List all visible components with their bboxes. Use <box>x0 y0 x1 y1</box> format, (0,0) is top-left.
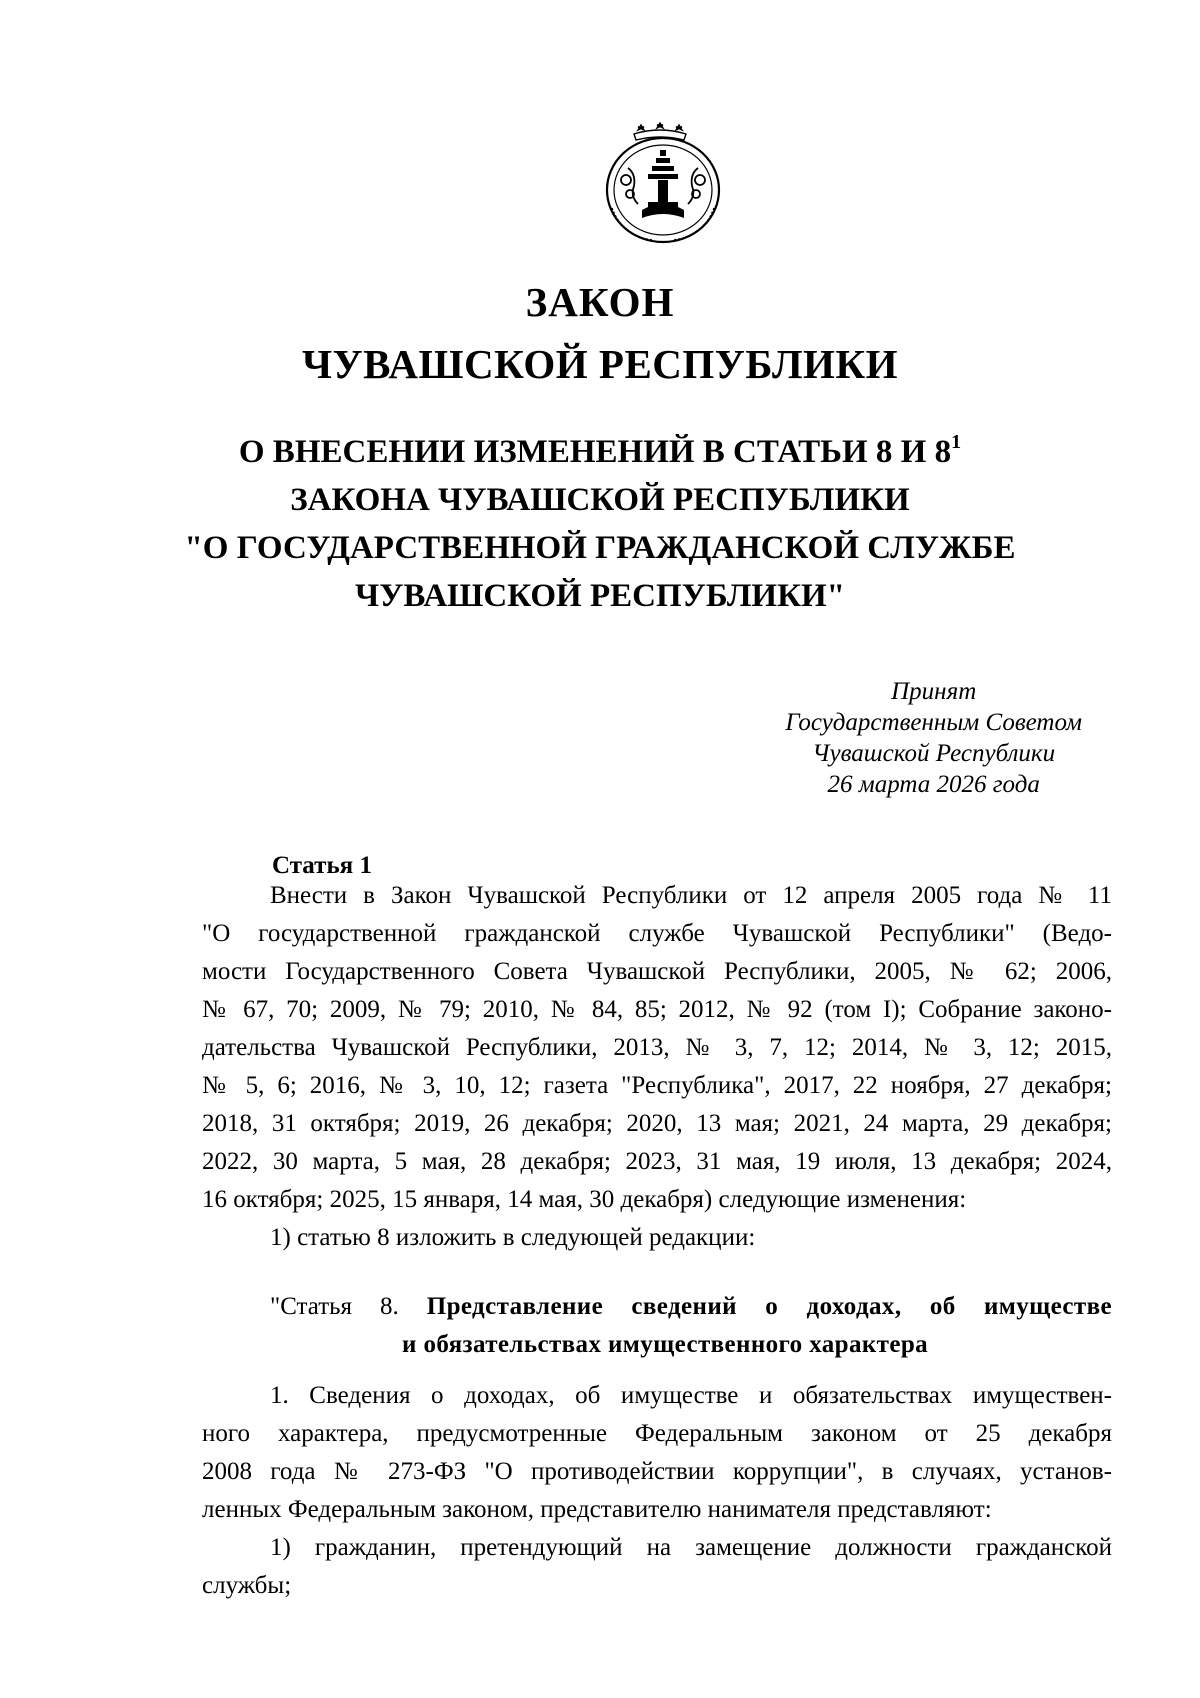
adopted-date: 26 марта 2026 года <box>827 771 1040 798</box>
text-line: службы; <box>202 1572 292 1599</box>
superscript-one: 1 <box>951 431 962 453</box>
subject-line-1: О ВНЕСЕНИИ ИЗМЕНЕНИЙ В СТАТЬИ 8 И $8^1$ <box>238 431 962 470</box>
text-line: № 5, 6; 2016, № 3, 10, 12; газета "Республика", 2017, 22 ноября, 27 декабря; <box>202 1072 1112 1099</box>
emblem-of-chuvash-republic-icon <box>598 118 728 248</box>
text-line: Внести в Закон Чувашской Республики от 12 апреля 2005 года № 11 <box>270 882 1112 909</box>
law-subject <box>0 428 1200 620</box>
list-item: 1) гражданин, претендующий на замещение должности гражданской <box>270 1534 1112 1561</box>
subject-line-3: "О ГОСУДАРСТВЕННОЙ ГРАЖДАНСКОЙ СЛУЖБЕ <box>184 530 1016 566</box>
adopted-line-2: Государственным Советом <box>785 709 1082 736</box>
article-intro <box>202 877 1112 1257</box>
text-line: 2018, 31 октября; 2019, 26 декабря; 2020, 13 мая; 2021, 24 марта, 29 декабря; <box>202 1110 1112 1137</box>
text-line: 1. Сведения о доходах, об имуществе и обязательствах имуществен- <box>270 1382 1112 1409</box>
subject-line-4: ЧУВАШСКОЙ РЕСПУБЛИКИ" <box>354 578 846 614</box>
text-line: 16 октября; 2025, 15 января, 14 мая, 30 декабря) следующие изменения: <box>202 1186 967 1213</box>
list-item: 1) статью 8 изложить в следующей редакции: <box>270 1224 756 1251</box>
text-line: ленных Федеральным законом, представителю нанимателя представляют: <box>202 1496 992 1523</box>
text-line: 2008 года № 273-ФЗ "О противодействии коррупции", в случаях, установ- <box>202 1458 1112 1485</box>
article-heading: Статья 1 <box>272 852 372 879</box>
text-line: "О государственной гражданской службе Чувашской Республики" (Ведо- <box>202 920 1112 947</box>
text-line: ного характера, предусмотренные Федеральным законом от 25 декабря <box>202 1420 1112 1447</box>
new-article-heading-line-1 <box>270 1288 1112 1326</box>
paragraph-1 <box>202 1377 1112 1605</box>
text-line: 2022, 30 марта, 5 мая, 28 декабря; 2023, 31 мая, 19 июля, 13 декабря; 2024, <box>202 1148 1112 1175</box>
new-article-title: Представление сведений о доходах, об имуществе <box>426 1293 1112 1320</box>
text-line: № 67, 70; 2009, № 79; 2010, № 84, 85; 2012, № 92 (том I); Собрание законо- <box>202 996 1112 1023</box>
adoption-note <box>785 676 1082 800</box>
new-article-prefix: "Статья 8. <box>270 1293 399 1320</box>
adopted-line-3: Чувашской Республики <box>812 740 1056 767</box>
republic-title: ЧУВАШСКОЙ РЕСПУБЛИКИ <box>301 341 899 387</box>
text-line: мости Государственного Совета Чувашской Республики, 2005, № 62; 2006, <box>202 958 1112 985</box>
subject-line-2: ЗАКОНА ЧУВАШСКОЙ РЕСПУБЛИКИ <box>290 482 910 518</box>
new-article-heading-line-2: и обязательствах имущественного характера <box>402 1331 929 1358</box>
law-title: ЗАКОН <box>525 279 675 325</box>
text-line: дательства Чувашской Республики, 2013, № 3, 7, 12; 2014, № 3, 12; 2015, <box>202 1034 1112 1061</box>
adopted-line-1: Принят <box>891 678 977 705</box>
